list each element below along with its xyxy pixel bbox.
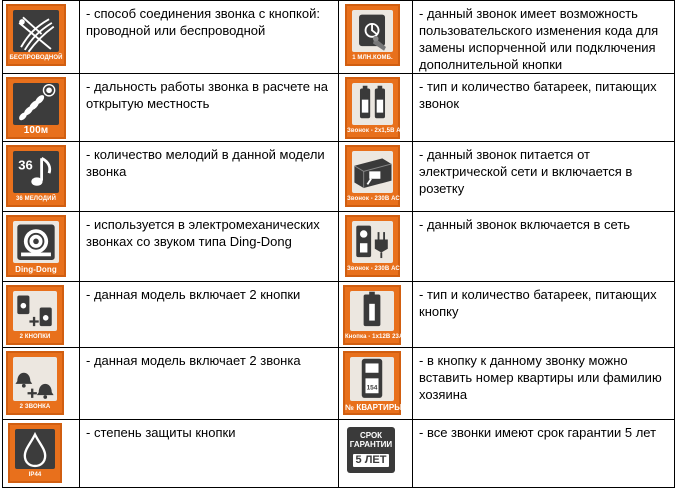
feature-description: - тип и количество батареек, питающих звонок <box>419 79 657 111</box>
icon-caption: Звонок - 230В АС <box>347 266 400 272</box>
icon-cell <box>3 142 80 212</box>
icon-caption: № КВАРТИРЫ <box>345 403 403 412</box>
icon-cell <box>3 420 80 488</box>
feature-description: - тип и количество батареек, питающих кнопку <box>419 287 657 319</box>
icon-cell <box>339 420 413 488</box>
icon-cell <box>339 282 413 348</box>
description-cell <box>80 212 339 282</box>
description-cell <box>80 74 339 142</box>
mains-plug-icon <box>345 215 400 277</box>
description-cell <box>80 1 339 74</box>
apartment-number-icon <box>343 351 401 415</box>
description-cell <box>80 282 339 348</box>
description-cell <box>413 348 675 420</box>
warranty-years: 5 ЛЕТ <box>353 454 389 467</box>
icon-cell <box>3 74 80 142</box>
feature-description: - количество мелодий в данной модели звонка <box>86 147 325 179</box>
two-bells-icon <box>6 351 64 415</box>
feature-description: - данный звонок питается от электрической сети и включается в розетку <box>419 147 633 196</box>
feature-description: - способ соединения звонка с кнопкой: проводной или беспроводной <box>86 6 320 38</box>
icon-caption: 100м <box>23 125 49 136</box>
icon-caption: 2 КНОПКИ <box>19 334 51 340</box>
table-row <box>3 1 675 74</box>
icon-cell <box>339 1 413 74</box>
feature-description: - дальность работы звонка в расчете на открытую местность <box>86 79 329 111</box>
icon-cell <box>339 142 413 212</box>
feature-legend-table <box>2 0 675 488</box>
description-cell <box>80 348 339 420</box>
icon-caption: Звонок - 2х1,5В АА <box>347 128 406 134</box>
water-drop-icon <box>8 423 62 483</box>
description-cell <box>80 142 339 212</box>
feature-description: - степень защиты кнопки <box>86 425 236 440</box>
two-batteries-icon <box>345 77 406 139</box>
feature-description: - данная модель включает 2 кнопки <box>86 287 301 302</box>
description-cell <box>413 142 675 212</box>
icon-cell <box>3 212 80 282</box>
feature-description: - в кнопку к данному звонку можно вставить номер квартиры или фамилию хозяина <box>419 353 662 402</box>
icon-cell <box>3 348 80 420</box>
description-cell <box>413 1 675 74</box>
feature-description: - все звонки имеют срок гарантии 5 лет <box>419 425 657 440</box>
power-socket-icon <box>345 145 400 207</box>
melody-count: 36 <box>18 157 33 173</box>
two-buttons-icon <box>6 285 64 345</box>
code-change-hand-icon <box>345 4 400 66</box>
icon-cell <box>3 282 80 348</box>
icon-caption: IP44 <box>28 472 42 478</box>
icon-cell <box>339 348 413 420</box>
icon-caption: Звонок - 230В АС <box>347 196 400 202</box>
feature-description: - данная модель включает 2 звонка <box>86 353 301 368</box>
table-row <box>3 420 675 488</box>
description-cell <box>413 282 675 348</box>
icon-caption: Ding-Dong <box>15 265 57 274</box>
icon-caption: 1 МЛН.КОМБ. <box>352 55 393 61</box>
description-cell <box>413 74 675 142</box>
feature-description: - данный звонок включается в сеть <box>419 217 631 232</box>
bell-dome-icon <box>6 215 66 277</box>
warranty-line2: ГАРАНТИИ <box>349 440 393 449</box>
icon-cell <box>339 212 413 282</box>
warranty-line1: СРОК <box>359 431 383 440</box>
table-row <box>3 142 675 212</box>
icon-cell <box>339 74 413 142</box>
warranty-badge-icon <box>343 423 399 477</box>
icon-caption: 2 ЗВОНКА <box>19 404 51 410</box>
table-row <box>3 212 675 282</box>
plate-number: 154 <box>366 384 378 392</box>
description-cell <box>80 420 339 488</box>
description-cell <box>413 420 675 488</box>
signal-range-icon <box>6 77 66 139</box>
table-row <box>3 348 675 420</box>
feature-description: - данный звонок имеет возможность пользовательского изменения кода для замены испорченной или подключения дополнительной кнопки <box>419 6 659 72</box>
icon-caption: Кнопка - 1х12В 23А <box>345 334 404 340</box>
music-note-icon <box>6 145 66 207</box>
table-row <box>3 282 675 348</box>
feature-description: - используется в электромеханических звонках со звуком типа Ding-Dong <box>86 217 320 249</box>
table-row <box>3 74 675 142</box>
description-cell <box>413 212 675 282</box>
icon-cell <box>3 1 80 74</box>
button-battery-icon <box>343 285 404 345</box>
icon-caption: 36 МЕЛОДИЙ <box>15 196 57 202</box>
icon-caption: БЕСПРОВОДНОЙ <box>9 55 63 61</box>
wired-wireless-icon <box>6 4 66 66</box>
